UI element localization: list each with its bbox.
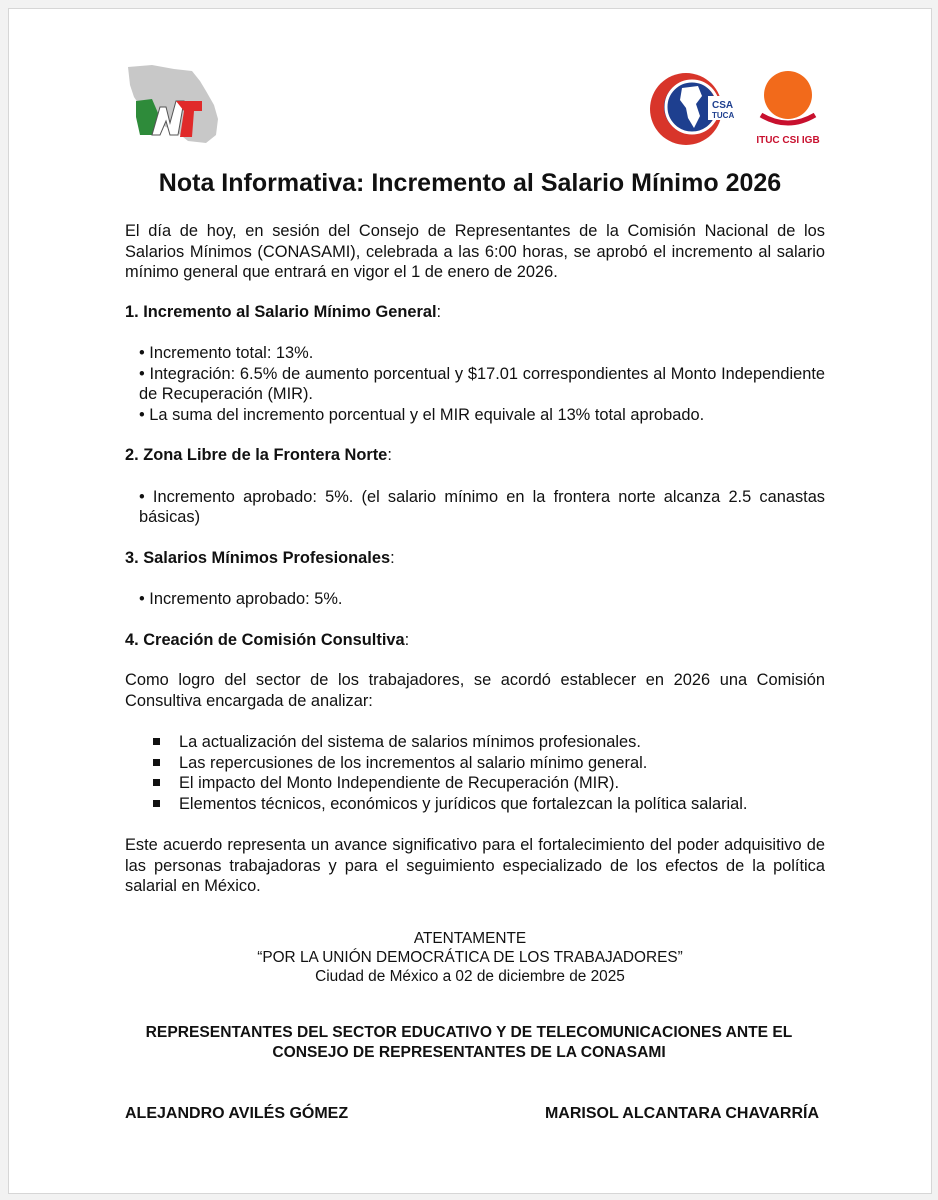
- section-4-heading: 4. Creación de Comisión Consultiva:: [125, 630, 410, 649]
- ituc-logo-text: ITUC CSI IGB: [756, 135, 820, 146]
- unt-logo: [122, 61, 222, 149]
- list-item: • La suma del incremento porcentual y el MIR equivale al 13% total aprobado.: [125, 405, 825, 426]
- list-item: • Incremento aprobado: 5%. (el salario mínimo en la frontera norte alcanza 2.5 canastas básicas): [125, 487, 825, 528]
- ituc-logo: [753, 65, 823, 151]
- section-2-heading: 2. Zona Libre de la Frontera Norte:: [125, 446, 392, 464]
- signatory-2: MARISOL ALCANTARA CHAVARRÍA: [544, 1105, 819, 1122]
- document-page: [8, 8, 932, 1194]
- list-item: La actualización del sistema de salarios mínimos profesionales.: [125, 732, 825, 753]
- representatives-heading: REPRESENTANTES DEL SECTOR EDUCATIVO Y DE TELECOMUNICACIONES ANTE EL CONSEJO DE REPRESENTANTES DE LA CONASAMI: [145, 1024, 793, 1061]
- closing-salutation: ATENTAMENTE: [413, 930, 527, 947]
- list-item: Las repercusiones de los incrementos al salario mínimo general.: [125, 753, 825, 774]
- section-3-list: [125, 589, 825, 610]
- section-1-heading: 1. Incremento al Salario Mínimo General:: [125, 302, 442, 321]
- svg-text:TUCA: TUCA: [712, 111, 735, 120]
- section-4-list: [125, 732, 825, 814]
- list-item: • Incremento total: 13%.: [125, 343, 825, 364]
- csa-tuca-logo: [646, 66, 740, 152]
- closing-motto: “POR LA UNIÓN DEMOCRÁTICA DE LOS TRABAJADORES”: [257, 949, 683, 966]
- section-2-list: [125, 487, 825, 528]
- page-title: Nota Informativa: Incremento al Salario Mínimo 2026: [158, 169, 782, 197]
- signatory-1: ALEJANDRO AVILÉS GÓMEZ: [125, 1105, 349, 1122]
- section-4-paragraph: Como logro del sector de los trabajadores, se acordó establecer en 2026 una Comisión Consultiva encargada de analizar:: [125, 671, 825, 710]
- section-1-list: [125, 343, 825, 425]
- section-3-heading: 3. Salarios Mínimos Profesionales:: [125, 548, 395, 567]
- svg-text:CSA: CSA: [712, 100, 734, 111]
- document-body: [125, 221, 825, 897]
- intro-paragraph: El día de hoy, en sesión del Consejo de Representantes de la Comisión Nacional de los Salarios Mínimos (CONASAMI), celebrada a las 6:00 horas, se aprobó el incremento al salario mínimo general que entrará en vigor el 1 de enero de 2026.: [125, 222, 825, 281]
- conclusion-paragraph: Este acuerdo representa un avance significativo para el fortalecimiento del poder adquisitivo de las personas trabajadoras y para el seguimiento especializado de los efectos de la política salarial en México.: [125, 836, 825, 895]
- list-item: Elementos técnicos, económicos y jurídicos que fortalezcan la política salarial.: [125, 794, 825, 815]
- list-item: • Integración: 6.5% de aumento porcentual y $17.01 correspondientes al Monto Independiente de Recuperación (MIR).: [125, 364, 825, 405]
- closing-place-date: Ciudad de México a 02 de diciembre de 2025: [315, 968, 625, 985]
- list-item: El impacto del Monto Independiente de Recuperación (MIR).: [125, 773, 825, 794]
- closing-block: [9, 929, 931, 986]
- list-item: • Incremento aprobado: 5%.: [125, 589, 825, 610]
